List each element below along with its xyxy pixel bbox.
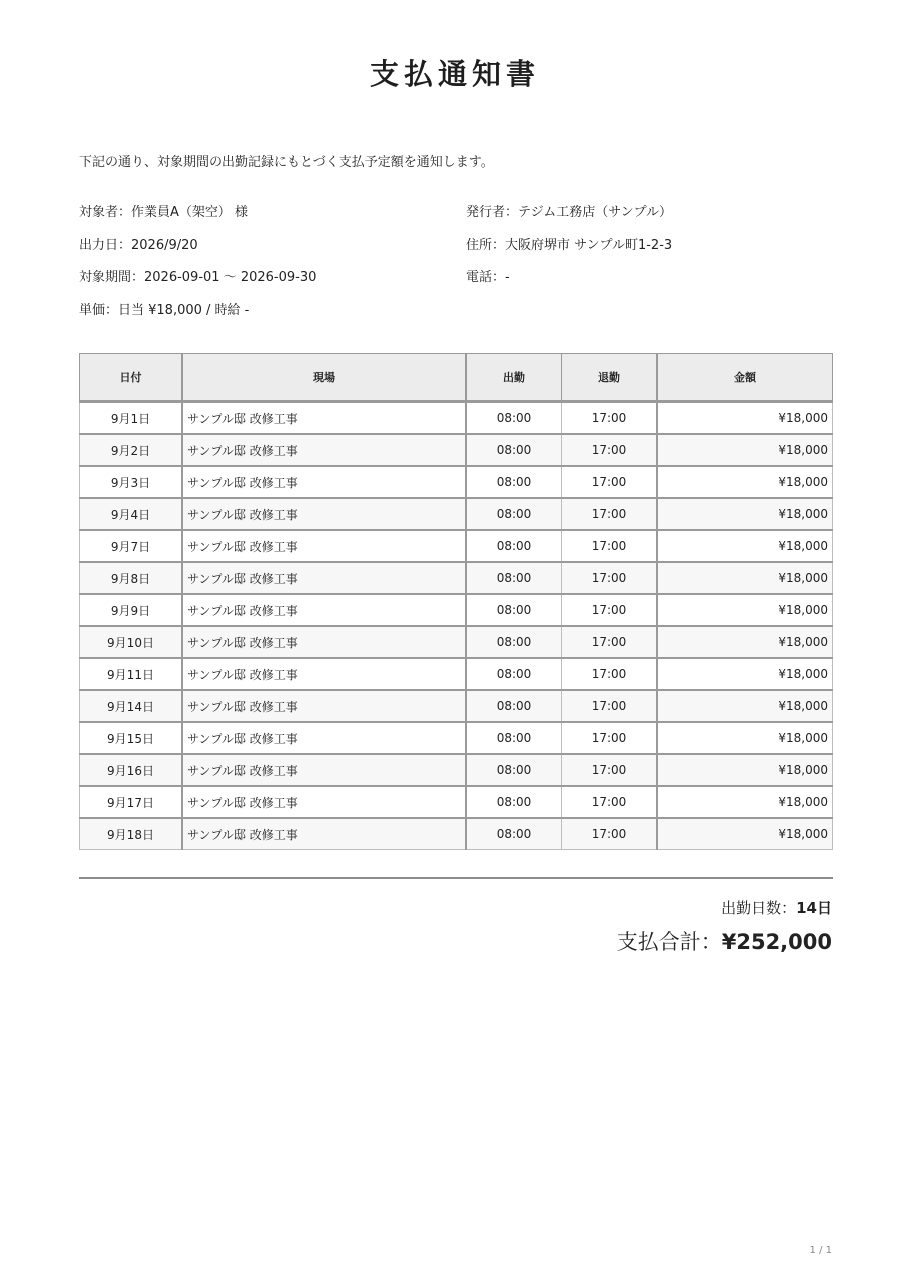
cell-clock-out: 17:00: [562, 466, 658, 498]
cell-clock-out: 17:00: [562, 658, 658, 690]
cell-site: サンプル邸 改修工事: [182, 434, 466, 466]
cell-clock-in: 08:00: [466, 434, 562, 466]
cell-site: サンプル邸 改修工事: [182, 786, 466, 818]
cell-clock-out: 17:00: [562, 818, 658, 850]
header-amount: 金額: [657, 354, 833, 402]
table-row: [80, 786, 833, 818]
cell-clock-in: 08:00: [466, 722, 562, 754]
cell-clock-out: 17:00: [562, 594, 658, 626]
payment-total: [617, 927, 832, 957]
cell-amount: ¥18,000: [657, 786, 833, 818]
cell-site: サンプル邸 改修工事: [182, 562, 466, 594]
cell-clock-out: 17:00: [562, 562, 658, 594]
cell-clock-out: 17:00: [562, 690, 658, 722]
intro-text: 下記の通り、対象期間の出勤記録にもとづく支払予定額を通知します。: [79, 155, 494, 170]
total-label: 支払合計：: [616, 930, 722, 954]
cell-clock-out: 17:00: [562, 754, 658, 786]
cell-clock-in: 08:00: [466, 690, 562, 722]
issuer-address: 住所：大阪府堺市 サンプル町1-2-3: [466, 238, 673, 253]
cell-clock-out: 17:00: [562, 530, 658, 562]
cell-clock-in: 08:00: [466, 402, 562, 435]
issuer-phone: 電話：-: [466, 270, 510, 285]
issuer: 発行者：テジム工務店（サンプル）: [466, 205, 673, 220]
output-date: 出力日：2026/9/20: [79, 238, 198, 253]
table-row: [80, 754, 833, 786]
cell-amount: ¥18,000: [657, 594, 833, 626]
cell-clock-in: 08:00: [466, 530, 562, 562]
table-row: [80, 402, 833, 435]
cell-clock-in: 08:00: [466, 626, 562, 658]
table-row: [80, 690, 833, 722]
table-row: [80, 530, 833, 562]
divider: [79, 877, 833, 879]
header-clock-out: 退勤: [562, 354, 658, 402]
cell-amount: ¥18,000: [657, 690, 833, 722]
cell-date: 9月18日: [80, 818, 183, 850]
table-row: [80, 498, 833, 530]
cell-clock-out: 17:00: [562, 626, 658, 658]
cell-date: 9月11日: [80, 658, 183, 690]
cell-clock-out: 17:00: [562, 434, 658, 466]
table-row: [80, 466, 833, 498]
cell-clock-out: 17:00: [562, 786, 658, 818]
table-header-row: [80, 354, 833, 402]
cell-clock-in: 08:00: [466, 466, 562, 498]
cell-clock-out: 17:00: [562, 498, 658, 530]
cell-date: 9月10日: [80, 626, 183, 658]
page-number: 1 / 1: [809, 1245, 832, 1256]
cell-amount: ¥18,000: [657, 434, 833, 466]
total-value: ¥252,000: [721, 930, 832, 954]
cell-amount: ¥18,000: [657, 722, 833, 754]
target-period: 対象期間：2026-09-01 〜 2026-09-30: [79, 270, 317, 285]
cell-date: 9月2日: [80, 434, 183, 466]
cell-site: サンプル邸 改修工事: [182, 818, 466, 850]
attendance-days: [721, 897, 832, 919]
cell-site: サンプル邸 改修工事: [182, 402, 466, 435]
cell-amount: ¥18,000: [657, 626, 833, 658]
cell-date: 9月1日: [80, 402, 183, 435]
cell-date: 9月16日: [80, 754, 183, 786]
cell-site: サンプル邸 改修工事: [182, 530, 466, 562]
cell-clock-in: 08:00: [466, 562, 562, 594]
cell-date: 9月17日: [80, 786, 183, 818]
cell-amount: ¥18,000: [657, 498, 833, 530]
unit-rate: 単価：日当 ¥18,000 / 時給 -: [79, 303, 250, 318]
table-row: [80, 434, 833, 466]
cell-clock-in: 08:00: [466, 594, 562, 626]
attendance-table: [79, 353, 833, 850]
cell-clock-in: 08:00: [466, 818, 562, 850]
cell-date: 9月8日: [80, 562, 183, 594]
cell-site: サンプル邸 改修工事: [182, 722, 466, 754]
page-title: 支払通知書: [369, 57, 540, 91]
cell-clock-in: 08:00: [466, 498, 562, 530]
table-row: [80, 722, 833, 754]
table-row: [80, 626, 833, 658]
table-row: [80, 658, 833, 690]
days-value: 14日: [796, 899, 832, 917]
cell-amount: ¥18,000: [657, 562, 833, 594]
cell-site: サンプル邸 改修工事: [182, 466, 466, 498]
table-body: [80, 402, 833, 850]
cell-amount: ¥18,000: [657, 754, 833, 786]
table-row: [80, 818, 833, 850]
cell-site: サンプル邸 改修工事: [182, 690, 466, 722]
cell-date: 9月15日: [80, 722, 183, 754]
cell-site: サンプル邸 改修工事: [182, 594, 466, 626]
cell-site: サンプル邸 改修工事: [182, 658, 466, 690]
cell-site: サンプル邸 改修工事: [182, 754, 466, 786]
cell-date: 9月7日: [80, 530, 183, 562]
cell-clock-in: 08:00: [466, 658, 562, 690]
header-date: 日付: [80, 354, 183, 402]
recipient: 対象者：作業員A（架空） 様: [79, 205, 249, 220]
cell-clock-in: 08:00: [466, 754, 562, 786]
cell-amount: ¥18,000: [657, 818, 833, 850]
cell-site: サンプル邸 改修工事: [182, 498, 466, 530]
table-row: [80, 594, 833, 626]
cell-amount: ¥18,000: [657, 658, 833, 690]
cell-site: サンプル邸 改修工事: [182, 626, 466, 658]
header-clock-in: 出勤: [466, 354, 562, 402]
cell-date: 9月4日: [80, 498, 183, 530]
cell-clock-out: 17:00: [562, 402, 658, 435]
cell-date: 9月3日: [80, 466, 183, 498]
cell-amount: ¥18,000: [657, 530, 833, 562]
days-label: 出勤日数：: [721, 899, 797, 917]
header-site: 現場: [182, 354, 466, 402]
cell-clock-out: 17:00: [562, 722, 658, 754]
cell-date: 9月14日: [80, 690, 183, 722]
cell-clock-in: 08:00: [466, 786, 562, 818]
cell-date: 9月9日: [80, 594, 183, 626]
cell-amount: ¥18,000: [657, 402, 833, 435]
cell-amount: ¥18,000: [657, 466, 833, 498]
table-row: [80, 562, 833, 594]
